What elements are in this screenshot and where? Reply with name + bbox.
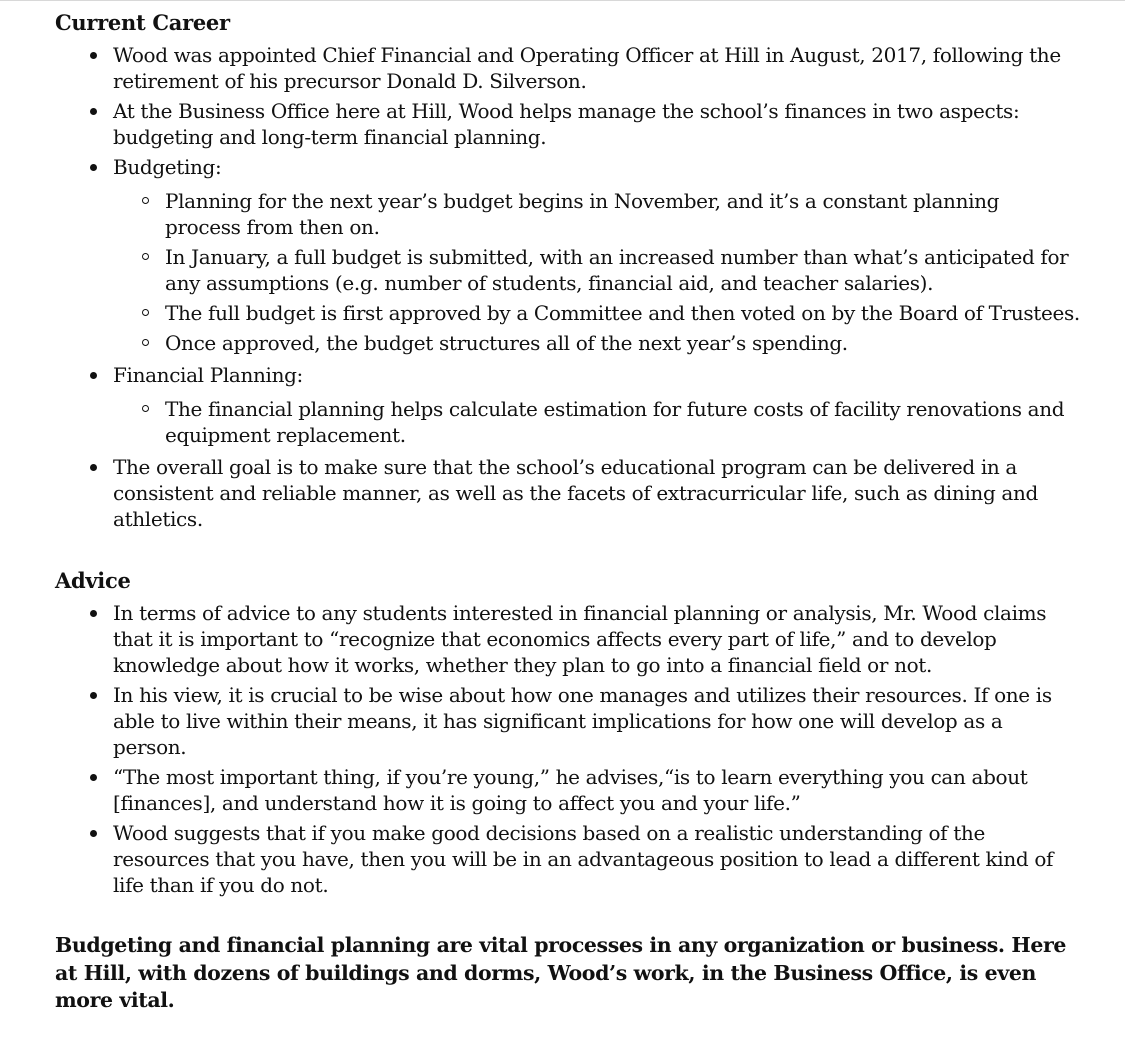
current-career-section (55, 8, 1080, 532)
sublist-item: The full budget is first approved by a Committee and then voted on by the Board of Trustees. (113, 300, 1080, 326)
financial-planning-label: Financial Planning: (113, 363, 303, 387)
list-item: At the Business Office here at Hill, Wood helps manage the school’s finances in two aspects: budgeting and long-term financial planning. (55, 98, 1080, 150)
list-item: In his view, it is crucial to be wise about how one manages and utilizes their resources. If one is able to live within their means, it has significant implications for how one will develop as a person. (55, 682, 1080, 760)
sublist-item: Planning for the next year’s budget begins in November, and it’s a constant planning process from then on. (113, 188, 1080, 240)
financial-planning-item (55, 362, 1080, 448)
budgeting-item (55, 154, 1080, 356)
list-item: The overall goal is to make sure that the school’s educational program can be delivered in a consistent and reliable manner, as well as the facets of extracurricular life, such as dining and athletics. (55, 454, 1080, 532)
budgeting-label: Budgeting: (113, 155, 222, 179)
budgeting-sublist (113, 188, 1080, 356)
sublist-item: Once approved, the budget structures all of the next year’s spending. (113, 330, 1080, 356)
advice-list (55, 600, 1080, 898)
article-body (55, 8, 1080, 1035)
list-item: In terms of advice to any students interested in financial planning or analysis, Mr. Wood claims that it is important to “recognize that economics affects every part of life,” and to develop knowledge about how it works, whether they plan to go into a financial field or not. (55, 600, 1080, 678)
current-career-heading: Current Career (55, 10, 230, 35)
list-item: Wood suggests that if you make good decisions based on a realistic understanding of the resources that you have, then you will be in an advantageous position to lead a different kind of life than if you do not. (55, 820, 1080, 898)
top-divider (0, 0, 1125, 1)
closing-statement: Budgeting and financial planning are vital processes in any organization or business. Here at Hill, with dozens of buildings and dorms, Wood’s work, in the Business Office, is even more vital. (55, 933, 1067, 1012)
advice-section (55, 566, 1080, 898)
current-career-list (55, 42, 1080, 532)
sublist-item: In January, a full budget is submitted, with an increased number than what’s anticipated for any assumptions (e.g. number of students, financial aid, and teacher salaries). (113, 244, 1080, 296)
list-item: “The most important thing, if you’re young,” he advises,“is to learn everything you can about [finances], and understand how it is going to affect you and your life.” (55, 764, 1080, 816)
advice-heading: Advice (55, 568, 131, 593)
financial-planning-sublist (113, 396, 1080, 448)
list-item: Wood was appointed Chief Financial and Operating Officer at Hill in August, 2017, following the retirement of his precursor Donald D. Silverson. (55, 42, 1080, 94)
sublist-item: The financial planning helps calculate estimation for future costs of facility renovations and equipment replacement. (113, 396, 1080, 448)
